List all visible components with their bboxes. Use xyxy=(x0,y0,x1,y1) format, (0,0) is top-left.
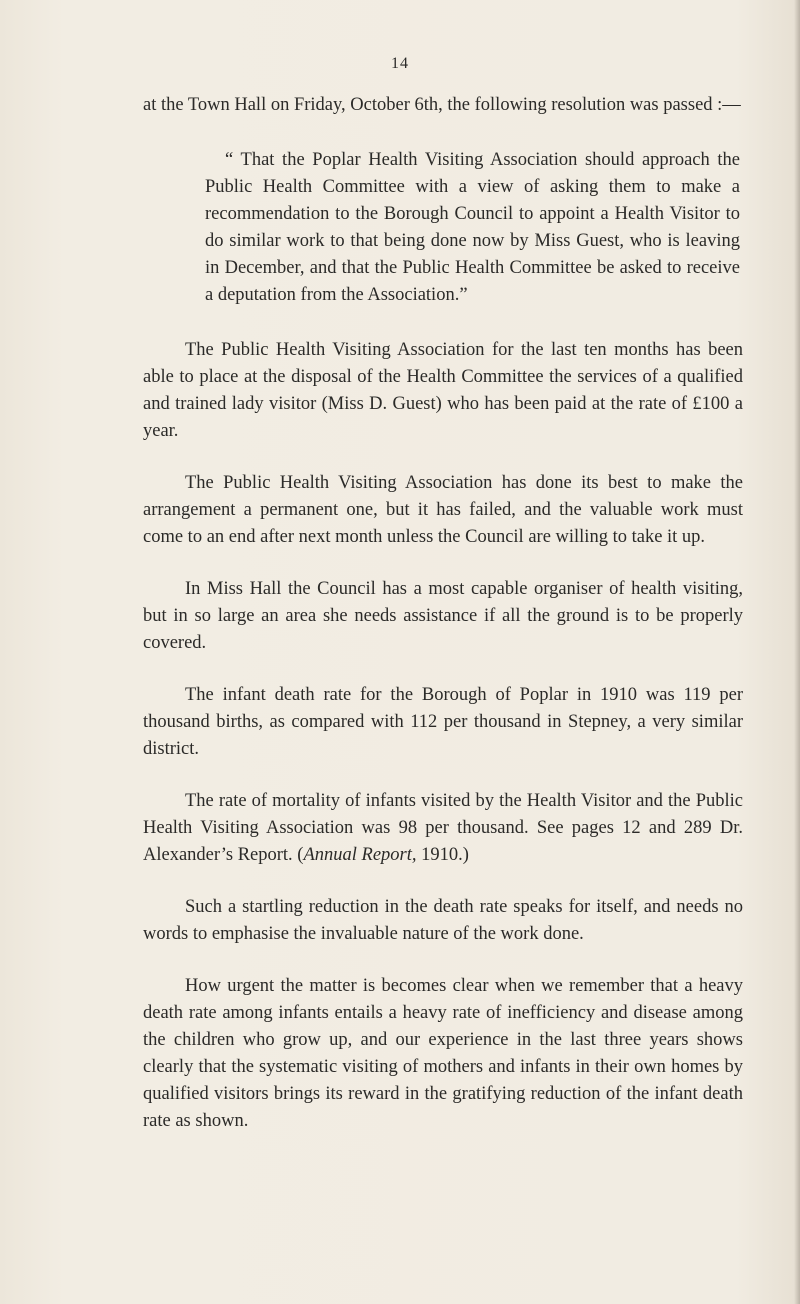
citation-year: 1910.) xyxy=(416,845,469,865)
paragraph-mortality-visited xyxy=(143,788,743,869)
paragraph-association-services: The Public Health Visiting Association for the last ten months has been able to place at the disposal of the Health Committee the services of a qualified and trained lady visitor (Miss D. Guest) who has been paid at the rate of £100 a year. xyxy=(143,340,743,441)
paragraph-arrangement-failed: The Public Health Visiting Association has done its best to make the arrangement a permanent one, but it has failed, and the valuable work must come to an end after next month unless the Council are willing to take it up. xyxy=(143,473,743,547)
paragraph-infant-death-rate: The infant death rate for the Borough of Poplar in 1910 was 119 per thousand births, as compared with 112 per thousand in Stepney, a very similar district. xyxy=(143,685,743,759)
page-number: 14 xyxy=(391,55,409,72)
page-edge-shadow xyxy=(794,0,800,1304)
mortality-text: The rate of mortality of infants visited by the Health Visitor and the Public Health Visiting Association was 98 per thousand. See pages 12 and 289 Dr. Alexander’s Report. ( xyxy=(143,791,743,865)
paragraph-startling-reduction: Such a startling reduction in the death rate speaks for itself, and needs no words to emphasise the invaluable nature of the work done. xyxy=(143,897,743,944)
paragraph-miss-hall: In Miss Hall the Council has a most capable organiser of health visiting, but in so large an area she needs assistance if all the ground is to be properly covered. xyxy=(143,579,743,653)
resolution-quote xyxy=(205,147,740,309)
opening-paragraph: at the Town Hall on Friday, October 6th, the following resolution was passed :— xyxy=(143,95,741,115)
citation-title: Annual Report, xyxy=(303,845,417,865)
paragraph-urgent-matter: How urgent the matter is becomes clear when we remember that a heavy death rate among infants entails a heavy rate of inefficiency and disease among the children who grow up, and our experience in the last three years shows clearly that the systematic visiting of mothers and infants in their own homes by qualified visitors brings its reward in the gratifying reduction of the infant death rate as shown. xyxy=(143,976,743,1131)
page-body xyxy=(143,92,743,1135)
resolution-text: “ That the Poplar Health Visiting Association should approach the Public Health Committee with a view of asking them to make a recommendation to the Borough Council to appoint a Health Visitor to do similar work to that being done now by Miss Guest, who is leaving in December, and that the Public Health Committee be asked to receive a deputation from the Association.” xyxy=(205,150,740,305)
